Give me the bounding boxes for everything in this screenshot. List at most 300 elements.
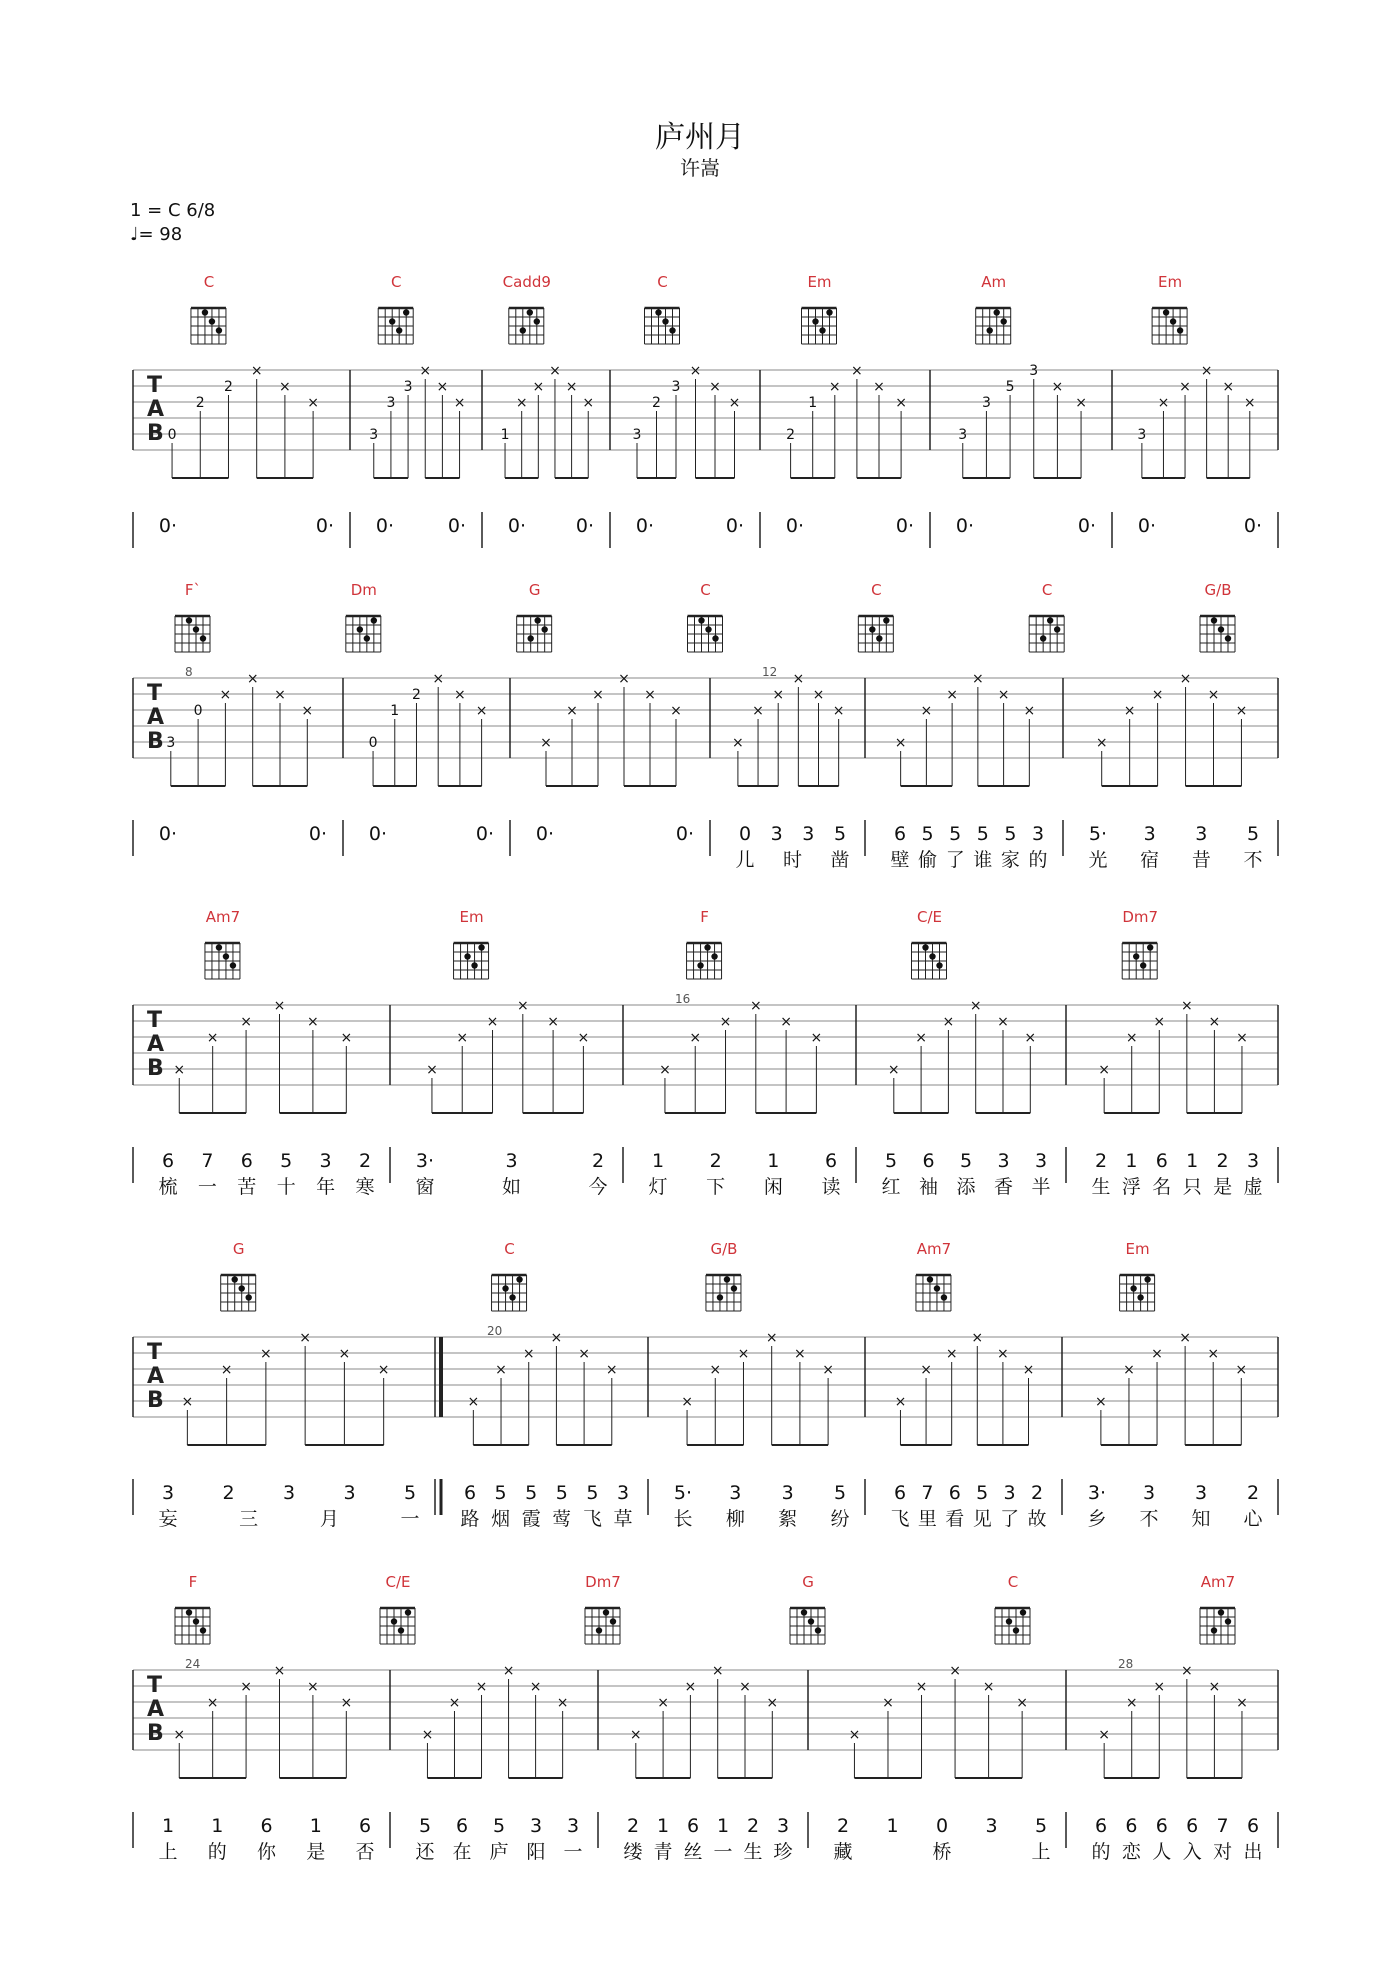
chord-name: Dm [350,581,377,599]
lyric-char: 絮 [778,1508,798,1530]
tab-fret-mark: × [1123,703,1136,719]
tab-fret-mark: × [1179,1330,1191,1346]
tab-fret-mark: × [882,1695,894,1711]
tab-clef-letter: A [147,397,165,422]
chord-name: C [504,1240,515,1258]
jianpu-note: 3 [505,1150,518,1172]
jianpu-note: 3 [616,1482,630,1504]
lyric-char: 出 [1243,1841,1263,1863]
jianpu-note: 0· [375,515,395,537]
chord-diagram-dot [239,1285,245,1291]
chord-diagram-dot [731,1285,737,1291]
jianpu-note: 6 [1246,1815,1260,1837]
chord-diagram-dot [200,635,206,641]
jianpu-note: 5· [673,1482,693,1504]
chord-diagram-dot [1013,1627,1019,1633]
measure-number: 24 [185,1657,201,1671]
tab-fret-mark: × [766,1695,779,1711]
chord-diagram-dot [516,1276,522,1282]
chord-diagram-dot [230,962,236,968]
chord-diagram-dot [697,962,703,968]
tab-fret-mark: × [1179,671,1192,687]
lyric-char: 柳 [725,1508,745,1530]
lyric-char: 生 [1091,1176,1111,1198]
lyric-char: 寒 [355,1176,375,1198]
chord-diagram-dot [405,1609,411,1615]
chord-diagram-dot [478,944,484,950]
chord-name: Dm7 [1122,908,1159,926]
jianpu-note: 6 [161,1150,175,1172]
tab-fret-mark: 3 [671,379,681,395]
jianpu-note: 0· [575,515,595,537]
jianpu-note: 6 [948,1482,961,1504]
lyric-char: 年 [316,1176,336,1198]
tab-fret-mark: × [1207,1346,1220,1362]
tab-fret-mark: 3 [386,395,396,411]
tab-fret-mark: 5 [1005,379,1015,395]
tab-fret-mark: × [307,1014,319,1030]
tab-fret-mark: × [739,1679,751,1695]
jianpu-note: 2 [1216,1150,1229,1172]
tab-fret-mark: × [1243,395,1256,411]
jianpu-note: 6 [893,823,907,845]
jianpu-note: 0· [725,515,745,537]
tab-fret-mark: × [565,379,578,395]
lyric-char: 一 [400,1508,420,1530]
lyric-char: 是 [306,1841,326,1863]
tab-fret-mark: × [1179,379,1191,395]
lyric-char: 的 [1091,1841,1111,1863]
tab-fret-mark: × [812,687,825,703]
jianpu-note: 5 [976,1482,989,1504]
jianpu-note: 5 [884,1150,898,1172]
lyric-char: 谁 [973,849,993,871]
jianpu-note: 0· [675,823,695,845]
tab-fret-mark: × [1200,363,1213,379]
lyric-char: 闲 [763,1176,783,1198]
tab-fret-mark: 3 [369,427,379,443]
lyric-char: 缕 [623,1841,643,1863]
chord-name: C/E [385,1573,411,1591]
tab-fret-mark: × [219,687,232,703]
chord-diagram-dot [1040,635,1046,641]
tab-fret-mark: × [780,1014,792,1030]
chord-diagram-dot [1001,318,1007,324]
tab-fret-mark: × [340,1695,353,1711]
jianpu-note: 1 [1186,1150,1199,1172]
chord-diagram-dot [502,1285,508,1291]
lyric-char: 凿 [830,849,850,871]
lyric-char: 生 [743,1841,763,1863]
tab-fret-mark: × [982,1679,995,1695]
jianpu-note: 5 [921,823,934,845]
lyric-char: 了 [1000,1508,1020,1530]
jianpu-note: 7 [1216,1815,1229,1837]
lyric-char: 藏 [833,1841,853,1863]
chord-diagram-dot [1006,1618,1012,1624]
tab-fret-mark: × [206,1030,219,1046]
chord-diagram-dot [1211,1627,1217,1633]
tab-fret-mark: × [605,1362,618,1378]
tab-fret-mark: × [301,703,314,719]
chord-name: C [390,273,402,291]
lyric-char: 添 [956,1176,976,1198]
tab-fret-mark: × [220,1362,233,1378]
tab-fret-mark: × [711,1663,724,1679]
lyric-char: 恋 [1121,1841,1141,1863]
tab-fret-mark: × [1123,1362,1135,1378]
lyric-char: 宿 [1140,849,1160,871]
lyric-char: 庐 [489,1841,509,1863]
jianpu-note: 1 [211,1815,224,1837]
jianpu-note: 0· [158,515,178,537]
jianpu-note: 2 [709,1150,722,1172]
jianpu-note: 5 [525,1482,538,1504]
tab-fret-mark: × [307,1679,319,1695]
tab-fret-mark: × [454,687,466,703]
chord-diagram-dot [209,318,215,324]
tab-fret-mark: × [1153,1679,1166,1695]
tab-fret-mark: × [279,379,291,395]
chord-diagram-dot [655,309,661,315]
tab-fret-mark: × [971,1330,984,1346]
chord-diagram-dot [941,1294,947,1300]
tab-fret-mark: × [732,735,744,751]
jianpu-note: 2 [591,1150,605,1172]
measure-number: 20 [487,1324,503,1338]
lyric-char: 壁 [890,849,910,871]
jianpu-note: 6 [893,1482,907,1504]
jianpu-note: 3· [415,1150,435,1172]
tab-fret-mark: × [681,1394,693,1410]
chord-diagram-dot [534,318,540,324]
jianpu-note: 6 [686,1815,700,1837]
lyric-char: 入 [1182,1841,1202,1863]
lyric-char: 丝 [683,1841,703,1863]
jianpu-note: 0· [308,823,328,845]
chord-diagram-dot [357,626,363,632]
jianpu-note: 6 [240,1150,253,1172]
tab-fret-mark: × [1075,395,1087,411]
tab-clef-letter: B [147,729,164,754]
jianpu-note: 3 [985,1815,998,1837]
chord-name: G/B [1204,581,1232,599]
tab-fret-mark: × [1208,1679,1221,1695]
chord-diagram-dot [509,1294,515,1300]
chord-diagram-dot [527,309,533,315]
lyric-char: 今 [588,1176,608,1198]
tab-fret-mark: × [556,1695,569,1711]
tab-fret-mark: × [453,395,466,411]
chord-diagram-dot [520,327,526,333]
tab-fret-mark: × [969,998,982,1014]
tab-fret-mark: × [338,1346,351,1362]
lyric-char: 苦 [237,1176,257,1198]
tab-fret-mark: × [181,1394,194,1410]
tab-fret-mark: × [173,1062,186,1078]
tab-clef-letter: T [147,373,163,398]
jianpu-note: 1 [651,1150,665,1172]
tab-fret-mark: × [618,671,630,687]
lyric-char: 霞 [521,1508,541,1530]
jianpu-note: 3 [319,1150,332,1172]
tab-fret-mark: × [1151,687,1164,703]
jianpu-note: 0· [635,515,655,537]
tab-fret-mark: × [997,687,1010,703]
lyric-char: 时 [782,849,803,871]
chord-diagram-dot [398,1627,404,1633]
tab-fret-mark: × [1207,687,1220,703]
jianpu-note: 3 [1003,1482,1016,1504]
tab-fret-mark: × [426,1062,438,1078]
jianpu-note: 6 [1186,1815,1199,1837]
lyric-char: 月 [319,1508,339,1530]
lyric-char: 飞 [582,1508,602,1530]
tab-clef-letter: T [147,1673,163,1698]
jianpu-note: 6 [260,1815,273,1837]
tab-fret-mark: × [540,735,552,751]
tab-fret-mark: × [516,998,529,1014]
jianpu-note: 0· [1077,515,1097,537]
chord-name: G [232,1240,245,1258]
chord-diagram-dot [711,953,717,959]
lyric-char: 一 [713,1841,733,1863]
tab-fret-mark: × [577,1030,590,1046]
tab-fret-mark: × [895,395,907,411]
jianpu-note: 3 [529,1815,543,1837]
chord-diagram-dot [246,1294,252,1300]
tab-fret-mark: × [419,363,432,379]
tab-fret-mark: × [436,379,449,395]
lyric-char: 在 [452,1841,472,1863]
jianpu-note: 3 [1246,1150,1260,1172]
jianpu-note: 6 [1155,1815,1168,1837]
tab-clef-letter: B [147,1056,164,1081]
tab-fret-mark: × [810,1030,823,1046]
chord-diagram-dot [403,309,409,315]
jianpu-note: 6 [358,1815,372,1837]
tab-fret-mark: × [894,1394,907,1410]
lyric-char: 路 [460,1508,480,1530]
chord-name: C [657,273,668,291]
chord-diagram-dot [929,953,935,959]
tab-fret-mark: × [997,1346,1009,1362]
chord-name: F [700,908,709,926]
jianpu-note: 5 [555,1482,568,1504]
jianpu-note: 3 [776,1815,790,1837]
chord-name: Em [1158,273,1183,291]
jianpu-note: 1 [767,1150,780,1172]
jianpu-note: 7 [201,1150,214,1172]
tab-fret-mark: × [475,1679,488,1695]
lyric-char: 否 [355,1841,375,1863]
tab-fret-mark: × [942,1014,955,1030]
jianpu-note: 0· [955,515,975,537]
lyric-char: 里 [917,1508,937,1530]
chord-name: F [188,1573,198,1591]
chord-diagram-dot [1163,309,1169,315]
measure-number: 12 [762,665,778,679]
measure-number: 28 [1118,1657,1134,1671]
chord-name: G/B [710,1240,738,1258]
lyric-char: 的 [207,1841,227,1863]
jianpu-note: 5 [1034,1815,1048,1837]
tab-fret-mark: × [949,1663,961,1679]
lyric-char: 珍 [773,1841,793,1863]
tab-fret-mark: × [1153,1014,1166,1030]
chord-diagram-dot [216,944,222,950]
tab-fret-mark: × [448,1695,461,1711]
jianpu-note: 6 [455,1815,469,1837]
jianpu-note: 5 [403,1482,417,1504]
tab-fret-mark: × [997,1014,1009,1030]
jianpu-note: 3 [802,823,815,845]
chord-diagram-dot [1225,635,1231,641]
jianpu-note: 5 [492,1815,506,1837]
jianpu-note: 3 [997,1150,1010,1172]
tab-fret-mark: × [792,671,805,687]
tab-fret-mark: × [502,1663,515,1679]
tab-fret-mark: × [920,703,933,719]
tab-fret-mark: × [945,1346,958,1362]
tab-fret-mark: × [709,379,721,395]
jianpu-note: 0· [785,515,805,537]
jianpu-note: 0· [158,823,178,845]
tab-fret-mark: × [456,1030,469,1046]
tab-fret-mark: × [173,1727,186,1743]
lyric-char: 对 [1213,1841,1233,1863]
tab-fret-mark: × [1235,1362,1248,1378]
measure-number: 16 [675,992,691,1006]
jianpu-note: 0· [1243,515,1263,537]
lyric-char: 昔 [1191,849,1211,871]
chord-diagram-dot [464,953,470,959]
jianpu-note: 2 [358,1150,372,1172]
jianpu-note: 5 [833,1482,847,1504]
jianpu-note: 3 [343,1482,356,1504]
lyric-char: 阳 [526,1841,546,1863]
tab-fret-mark: × [737,1346,750,1362]
chord-diagram-dot [541,626,547,632]
tab-fret-mark: 2 [786,427,796,443]
tab-fret-mark: × [1023,703,1036,719]
chord-name: Am [981,273,1007,291]
tab-fret-mark: × [1098,1727,1111,1743]
chord-diagram-dot [364,635,370,641]
tab-fret-mark: × [529,1679,542,1695]
chord-diagram-dot [927,1276,933,1282]
jianpu-note: 3 [1031,823,1045,845]
tab-fret-mark: × [684,1679,697,1695]
lyric-char: 桥 [932,1841,952,1863]
jianpu-note: 1 [161,1815,175,1837]
tab-fret-mark: × [421,1727,434,1743]
chord-diagram-dot [371,617,377,623]
jianpu-note: 2 [222,1482,235,1504]
chord-name: C [871,581,882,599]
jianpu-note: 3 [282,1482,296,1504]
tab-fret-mark: 3 [632,427,642,443]
lyric-char: 梳 [158,1176,178,1198]
tab-fret-mark: × [1125,1695,1138,1711]
tab-fret-mark: × [432,671,445,687]
tab-clef-letter: T [147,1008,163,1033]
jianpu-note: 5 [833,823,847,845]
tab-fret-mark: × [873,379,885,395]
chord-diagram-dot [471,962,477,968]
tab-fret-mark: × [689,363,702,379]
tab-fret-mark: × [299,1330,312,1346]
chord-diagram-dot [1144,1276,1150,1282]
tab-clef-letter: B [147,1721,164,1746]
tab-fret-mark: × [657,1695,669,1711]
chord-diagram-dot [596,1627,602,1633]
tab-fret-mark: 0 [167,427,177,443]
chord-diagram-dot [202,309,208,315]
chord-diagram-dot [1140,962,1146,968]
chord-name: C [1007,1573,1019,1591]
tab-fret-mark: × [549,363,561,379]
tab-fret-mark: × [644,687,656,703]
jianpu-note: 6 [824,1150,838,1172]
tab-fret-mark: × [515,395,528,411]
chord-diagram-dot [815,1627,821,1633]
chord-diagram-dot [186,617,192,623]
tab-fret-mark: × [1180,998,1193,1014]
tab-fret-mark: × [522,1346,535,1362]
jianpu-note: 3 [770,823,783,845]
tab-fret-mark: 2 [195,395,205,411]
jianpu-note: 0 [738,823,752,845]
jianpu-note: 6 [1125,1815,1138,1837]
tab-fret-mark: × [260,1346,272,1362]
tab-fret-mark: × [1157,395,1170,411]
tab-fret-mark: × [532,379,545,395]
lyric-char: 看 [945,1508,965,1530]
tab-fret-mark: × [1098,1062,1111,1078]
chord-diagram-dot [193,626,199,632]
tab-fret-mark: × [273,1663,286,1679]
tab-fret-mark: × [848,1727,861,1743]
tab-fret-mark: × [250,363,263,379]
lyric-char: 纷 [830,1508,850,1530]
chord-diagram-dot [391,1618,397,1624]
tab-fret-mark: 1 [390,703,400,719]
jianpu-note: 2 [1030,1482,1044,1504]
tab-fret-mark: × [377,1362,390,1378]
lyric-char: 浮 [1121,1176,1141,1198]
chord-diagram-dot [869,626,875,632]
tab-fret-mark: × [307,395,319,411]
jianpu-note: 5 [949,823,962,845]
key-time-signature: 1 = C 6/8 [130,200,216,221]
chord-name: G [802,1573,814,1591]
jianpu-note: 0· [1137,515,1157,537]
jianpu-note: 3 [1143,823,1156,845]
jianpu-note: 1 [656,1815,670,1837]
lyric-char: 只 [1182,1176,1202,1198]
jianpu-note: 2 [1094,1150,1108,1172]
tab-fret-mark: 3 [1029,363,1039,379]
song-title: 庐州月 [655,120,745,155]
tab-fret-mark: × [1051,379,1064,395]
jianpu-note: 2 [836,1815,850,1837]
chord-diagram-dot [223,953,229,959]
chord-diagram-dot [1177,327,1183,333]
tab-clef-letter: B [147,421,164,446]
tab-fret-mark: × [1236,1695,1248,1711]
lyric-char: 烟 [491,1508,511,1530]
